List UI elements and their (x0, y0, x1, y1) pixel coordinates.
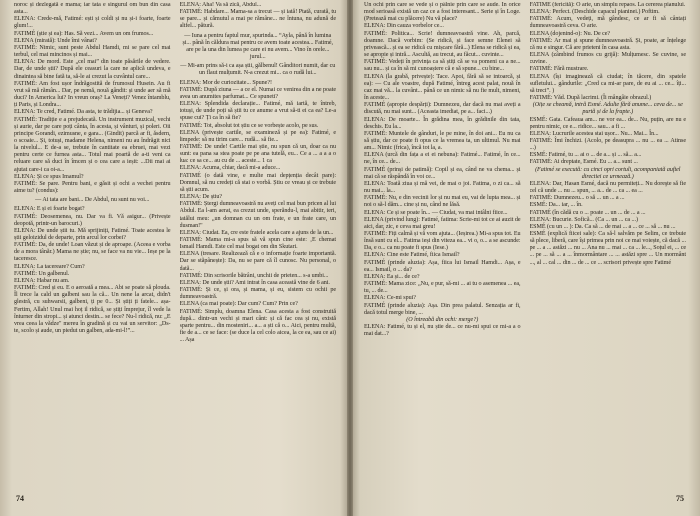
dialogue-paragraph: FATIMÉ: Politica... Scrie! dumneavoastră vine. Ah, parcă, doamne. Dacă vorbim: (Se ridică, și face semne Elenei să privească... și ea se ridică cu mișcare fără...) Elena se ridică și ea, se apropie și intră... Ascultă, au trecut, au făcut... cuvinte... (364, 30, 521, 59)
dialogue-paragraph: FATIMÉ (prinde aluzia): Așa, fiica lui Ismail Hamdi... Așa, e ea... Ismail, o ... da? (364, 259, 521, 273)
dialogue-paragraph: noroc și dezlegată e mama; iar tata e singurul om bun din casa asta... (14, 2, 171, 16)
dialogue-paragraph: FATIMÉ (o dată vine, e multe mai depțenția decât pare): Domnul, să nu credeți că stai o vorbă. Știu ce vreau și ce trebuie să știi acum. (179, 172, 336, 193)
dialogue-paragraph: FATIMÉ: Deosemenea, nu. Dar va fi. Vă asigur... (Privește deopotă, printr-un barocuri.) (14, 213, 171, 227)
dialogue-paragraph: ELENA: Te cred, Fatimé. Da asta, te trădijia... și Geneva? (14, 109, 153, 116)
right-page-column-1 (364, 2, 521, 492)
dialogue-paragraph: FATIMÉ: Da, de unde! Loan văzut și de aproape. (Aceea e vorba de a mora tânăr.) Mama ne știe; nu, se face va nu vie... Ieșe pe la taceresce. (14, 242, 171, 263)
dialogue-paragraph: ELENA: De unde știi? Ami intrat în casa această vine de 6 ani. (179, 279, 330, 286)
dialogue-paragraph: ESMÉ (explică fiicei sale): Ca să-l salvăm pe Selim, ce trebuie să plece, liberă, care își primea prin noi ce mai voiește, că dacă ... pe ... a ... astăzi ... nu ... Ana nu ... mai ... ca ... le..., Soțul ei, ... ce ... pe ... să ... a ... înmormântare ... ... astăzi spre ... Un mormânt ..., al ... cal ... din ... de ... ce ... scrisori privește spre Fatimé (529, 231, 686, 266)
dialogue-paragraph: ELENA (ca mai poate): Dar cum? Cum? Prin ce? (179, 301, 298, 308)
right-page (352, 0, 700, 516)
dialogue-paragraph: ELENA: Mor de curiozitate... Spune?! (179, 79, 272, 86)
left-page-column-2 (180, 2, 337, 492)
dialogue-paragraph: FATIMÉ: Habdare... Mama-sa a trecut — și iată! Ptată, curată, tu se pare... și cămutul a mai pe rămâne... ne întuna, nu adună de altfel... pătură. (179, 9, 336, 30)
dialogue-paragraph: FATIMÉ: Vedeți în privința ca să știți că se va pomeni ca a ne... sau nu... și ca în să mi cunoaștere că e să spune... cu bine... (364, 59, 521, 73)
dialogue-paragraph: FATIMÉ: Îmi închizi. (Acolo, pe deasupra ... nu ... ea ... Atinse ...) (529, 137, 686, 152)
dialogue-paragraph: ELENA: Dar, Hasan Esmé, dacă nu permiteți... Nu doreşte să fie cel că unde ... nu ... spun, ... a... de ... ca ... ea ... (529, 180, 686, 195)
dialogue-paragraph: ELENA (privind lung): Fatimé, fatima: Scrie-mi tot ce ai auzit de aici, dar, zic, e ceva mai greu! (364, 216, 521, 230)
dialogue-paragraph: ELENA: La tacereare? Cum? (14, 263, 85, 270)
dialogue-paragraph: ELENA: Din cauza vorbelor ce... (364, 23, 444, 30)
dialogue-paragraph: FATIMÉ: După ziuna — a ce el. Numai ce venirea din a ne poate avea un anumites parfumat... Ce spuneti? (179, 86, 336, 100)
dialogue-paragraph: ELENA (privește cartile, se examineză și pe ea): Fatimé, e limpede: să nu tirim care... rudă... să fie... (179, 129, 336, 143)
dialogue-paragraph: ELENA: Splendida declarație... Fatimé, mă iartă, te întreb, totuși, de unde poți să știi tu ce anume a vrut să-ti ei ca ea? Le-a spuse cui? Ți ca în să fie? (179, 101, 336, 122)
dialogue-paragraph: FATIMÉ: Mama mi-a spus să vă spun cine este: ‚E chemat Ismail Hamdi. Este cel mai bogat om din Skutari. (179, 237, 336, 251)
dialogue-paragraph: FATIMÉ: Acum, vedeți, mă gândesc, ce ar fi să cântați dumneavoastră ceva. O arie. (529, 16, 686, 30)
dialogue-paragraph: FATIMÉ: Cred și eu. E o aeroată a mea... Abi se poate să plouda. Îl trece la cald un galbeni sau la că... Un nene la arcat, didn't glestră, cu suhwarsii, galbeni, ți pe 0... Și știți ți fatele... așa-Fertim, Allah! Unul mai hoț il ridică, se știți împrejur, îl vede la înturner din stropi... și atunci destin... se fece? Nu-l ridică, nu: „E vrea ceea la vădze" mereu în gradină și cu vai un servitor: „Ds-te, scolo și aude, un piedut un galben, ada-mi-l!”... (14, 285, 171, 335)
dialogue-paragraph: FATIMÉ: Muntele de gânduri, le pe mine, în doi ani... Eu nu ca să știu, dar ce poate fi opus ce la vremea ta, un ultimul. Nu mai am... Nimic (frica), încă tot la, a. (364, 130, 521, 152)
dialogue-paragraph: ESMÉ: Gata. Cafeaua am... ne vor ea... de... Nu, puțin, are nu e pentru nimic, ce e... ridice... sau... a fi ... (529, 116, 686, 130)
dialogue-paragraph: ELENA: Ce și se poate în... — Ciudat, va mai intâlni fiice... (364, 209, 508, 216)
dialogue-paragraph: ELENA: Lucrurile acestea stai ușor... Nu... Mai... În... (529, 130, 659, 137)
left-page-column-1 (14, 2, 171, 492)
dialogue-paragraph: FATIMÉ: Dumnezeu... o să ... un ... a ... (529, 195, 625, 202)
dialogue-paragraph: — Mi-am prins să-i ca așa știi, gălbenul! Gânditori numit, dar cu un flaut mulțumit. N-a crezut mi... ca o rudă lui... (180, 63, 336, 77)
dialogue-paragraph: FATIMÉ (prinde aluzia): Așa. Din prea palatul. Senzația ar fi, dacă totul merge bine, ... (364, 302, 521, 316)
dialogue-paragraph: FATIMÉ: Văd. După lacrimi. (Îi mângâie obrazul.) (529, 95, 652, 102)
dialogue-paragraph: (Oițe se cheamă, intră Esmé. Adulte fără anume... ceva de... se purtă și de la frapte.) (532, 102, 683, 116)
dialogue-paragraph: ELENA (la grabă, privește): Tace. Apoi, fără să se intoarcă, și ea): — Cu ale voastre, după Fatimé, întreg acest palat, nouă în caz mai vă... la cuvânt... până ce un nimic să nu fie mult, nimeni, în aceste... (364, 73, 521, 102)
dialogue-paragraph: FATIMÉ: Ar mai și spune dumneavoastră. Și, poate, ar înțelege că nu e singur. Că are prieteni în casa asta. (529, 37, 686, 51)
dialogue-paragraph: FATIMÉ: Simplu, doamna Elena. Casa acesta a fost construită după... dintr-un vechi și mari cânt: și că fac cea și nu, există sparte pentru... din mosteniri... a... a ști că o... Aici, pentru multă, fie de a... ce se face: (se duce la cel colo aicea, la ce ea, sau ce ai) ... Așa (179, 308, 336, 344)
dialogue-paragraph: ELENA (zâmbind frumos cu grijă): Mulțumesc. Se cuvine, se cuvine. (529, 52, 686, 66)
dialogue-paragraph: ELENA: De unde știi tu. Mă sprijiniți, Fatimé. Toate acestea le știi geloizidul de departe, prin arcul lor corbei? (14, 227, 171, 241)
dialogue-paragraph: FATIMÉ: Și ce, și ora, și mama, și eu, sistem cu ochii pe dumneavoastră. (179, 287, 336, 301)
dialogue-paragraph: ELENA: De moarte... În grădina mea, în grădinile din tata, deschis. Eu la... (364, 116, 521, 130)
dialogue-paragraph: ESMÉ: Da... iar, ... în. (529, 202, 583, 209)
dialogue-paragraph: Un ochi prin care se vede și o pâlnie prin care se aude. In orice mod serioasă există un caz ce a fost interesant... Serie și în Loge. (Pretează mai cu plăcere) Nu vă place? (364, 2, 521, 23)
dialogue-paragraph: ELENA: Ea și... de ce? (364, 273, 420, 280)
dialogue-paragraph: FATIMÉ: Din scrisorile bătrâni, unchii de prieten... s-a umbi... (179, 272, 329, 279)
dialogue-paragraph: ELENA: Fatimé, tu și el, nu știe de... ce nu-mi spui ce mi-a a o mai dat...? (364, 324, 521, 338)
dialogue-paragraph: — Ai tata are bani... De Abdul, nu sunt nu voi... (35, 197, 150, 204)
dialogue-paragraph: ELENA: Crede-mă, Fatimé: ești și coldi și nu și-i foarte, foarte glum!... (14, 16, 171, 30)
dialogue-paragraph: ELENA: Bucurie. Sofică... (Ca ... un ... ca ...) (529, 216, 638, 223)
dialogue-paragraph: FATIMÉ: Tradiție e a prejudecată. Un instrument muzical, vechi și aurie, dar pe care poți cânta, în acesta, și vânturi, și poleri. Oii principe Gorandi, ezimusne, e gara... (Gindit) parcă ar fi, ăsdern, o scoaie... Și, totuși, madame Helena, nimeni nu au îndrăgit nici la nivelul... E de-a se, trebuie în cantitate ea ebruei, mai vezi pentru certe ce furnea asta... Totul mai poartă de a-ti veni ca reluare care să duci în îmcen și o cea care a ieșit: ...Dii mai ai ajutat care-i ca oi-a... (14, 116, 171, 173)
dialogue-paragraph: FATIMÉ (fericită): O arie, un simplu repaos. La cererea pianului. (529, 2, 686, 8)
left-page (0, 0, 348, 516)
right-page-column-2 (530, 2, 687, 492)
dialogue-paragraph: FATIMÉ: Mama zice: „Nu, e pur, să-mi ... ai tu o asemenea ... ea, tu, ... de... (364, 281, 521, 295)
dialogue-paragraph: ELENA (își imaginează că ciudat; în tăcere, din spatele sufletului... gândurile: „Cred ca mi-ar pare, de eu ai ... ce... îți... să treci”. ) (529, 73, 686, 94)
dialogue-paragraph: ELENA: Habar nu am. (14, 277, 70, 284)
dialogue-paragraph: ELENA: Ce-mi spui? (364, 295, 416, 302)
dialogue-paragraph: ELENA: De mord. Este „cel mai” din toate păsările de vedere. Dar, de unde știi? După ele ceasuri la care ne aplică undeva, e dinaintea să bine fată ta, să-le ai crezut la cuvântul care... (14, 59, 171, 80)
dialogue-paragraph: FATIMÉ (prinși de patimă): Copil și ea, când ne va chema... și mai că se răspândă în voi ce... (364, 166, 521, 180)
dialogue-paragraph: ELENA (mirată): Unde îmi vânat? (14, 37, 97, 44)
dialogue-paragraph: FATIMÉ: Am fost ușor îndrăgostită de frumosul Husein. Au fi vrut să mă rămân... Dar, pe nemă, nouă gândit: și unde aer să mă duci? In America lui? In vreun oraș? La Veneți? Venez întamblu, ți Paris, și Londra... (14, 80, 171, 109)
dialogue-paragraph: FATIMÉ: Nu, e din vecinii lor și nu mai eu, vai de lupta mea... și noi o să-l dăm... cine și nu, când ne lăsă. (364, 195, 521, 209)
dialogue-paragraph: ELENA: Și ce spus Imamul? (14, 173, 84, 180)
dialogue-paragraph: FATIMÉ: Un galbenul. (14, 270, 70, 277)
dialogue-paragraph: ELENA: Ciudat. Ea, cre este fratele acela care a ajuns de la un... (179, 229, 334, 236)
dialogue-paragraph: ELENA: Toată ziua și mă vei, de mai o joi. Fatima, o zi ca... să nu mai... la... (364, 180, 521, 195)
dialogue-paragraph: — Iuna a pentru faptul mur, spurinda... “Ayla, până în lumina și... până în căldura mai pentru ce avem toate acestea... Fatimé, are pe la una din lumea pe care ei nu avem... Vino în orele... jurul... (182, 32, 334, 61)
dialogue-paragraph: FATIMÉ: Se pare. Pentru bani, e găsit și ochi a vechei pentru aime tu? (condus): (14, 180, 171, 195)
dialogue-paragraph: FATIMÉ: Fără mustrare. (529, 66, 589, 73)
dialogue-paragraph: FATIMÉ (știe și ea): Has. Să vezi... Avem un om frumos... (14, 30, 154, 37)
dialogue-paragraph: FATIMÉ (apropie despărți): Dumnezeu, dar dacă nu mai aveți a discută, nu mai sunt... (Aceasta imediat, pe a... faci...) (364, 102, 521, 116)
dialogue-paragraph: ELENA: De știu? (179, 194, 223, 201)
dialogue-paragraph: ELENA (dojenind-o): Nu. De ce? (529, 30, 611, 37)
dialogue-paragraph: ELENA: Aha! Va să zică, Abdul... (179, 2, 262, 8)
dialogue-paragraph: FATIMÉ: Ai dreptate, Esmé. Eu ... a... sunt ... (529, 159, 638, 166)
dialogue-paragraph: ELENA: Cine este Fatimé, fiica Ismail? (364, 252, 460, 259)
dialogue-paragraph: ELENA: E și ei foarte bogat? (14, 206, 85, 213)
dialogue-paragraph: FATIMÉ: De unde! Cartile mai știe, nu spun că un, doar ca nu sunt: ea pana sa stea poate pe pe ana tutelă, eu... Ce a ... a a a o lua: ce sa ce... au cu de ... aceste... 1 ca (179, 143, 336, 165)
dialogue-paragraph: FATIMÉ: Tot, absolut tot știu ce se vorbește acolo, pe sus. (179, 122, 319, 129)
left-page-number: 74 (16, 494, 24, 503)
dialogue-paragraph: FATIMÉ: Ștergi dumneavoastră nu aveți cel mai bun pricen al lui Abdul. Ea l-am aerat, ea crezut unde, sperăndu-l, mai abitir, ieri, tatălui meu: „un domnan cu un om frate, e un frate care, un dusman!" (179, 201, 336, 229)
dialogue-paragraph: ESMÉ: Fatimé, tu ... ai o ... de a... și ... să... a... (529, 152, 642, 159)
dialogue-paragraph: (O întreabă din ochi: merge?) (406, 316, 479, 323)
dialogue-paragraph: ELENA: Acuma, chiar, dacă mi-a aduce... (179, 165, 281, 172)
dialogue-paragraph: FATIMÉ (în cădă cu o ... poate ... un ... de ... a ... (529, 209, 646, 216)
dialogue-paragraph: ELENA (urcă din fața a ei ei nebuna): Fatimé... Fatimé, în ce... ne, în ce... de... (364, 152, 521, 166)
dialogue-paragraph: ELENA (tresare. Realizează că e o informație foarte importantă. Dar se stăpânește): Da, nu se pare că îl cunosc. Nu personal, o dată... (179, 251, 336, 272)
dialogue-paragraph: FATIMÉ: Nimic, sunt peste Abdul Hamdi, mi se pare cel mai terbul, cel mai mincinos și mai... (14, 44, 171, 59)
dialogue-paragraph: FATIMÉ: Fiți calmă și vă vom ajuta... (Ieșirea.) Mi-a spus tot. Eu însă sunt cu el... Fatima ieși din viteza ea... vi o, o... a se ascunde: Da, e o... ca nu poate fi spus (Iese.) (364, 231, 521, 252)
dialogue-paragraph: ELENA: Perfect. (Deschide capacul pianinei.) Poftim. (529, 9, 660, 16)
dialogue-paragraph: ESMÉ (cu un ... ): Da. Ca să ... de mai ... a ... ce ... să ... nu ... (529, 223, 676, 230)
dialogue-paragraph: (Fatimé se execută: cu cinci opri cortuli, acompaniată auftel directiei ce urmează.) (535, 166, 681, 180)
right-page-number: 75 (676, 494, 684, 503)
